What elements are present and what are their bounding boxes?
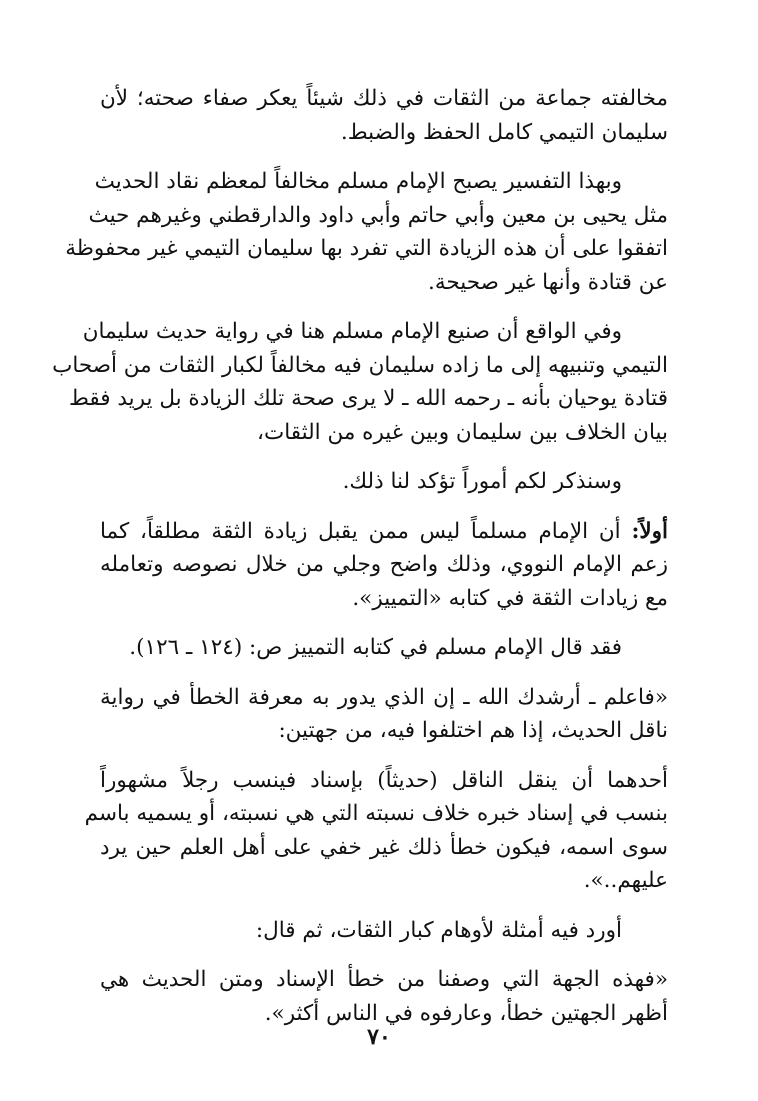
lead-word: أولاً: [631, 518, 668, 544]
text-line: وفي الواقع أن صنيع الإمام مسلم هنا في رواية حديث سليمان [82, 319, 622, 344]
text-line: وسنذكر لكم أموراً تؤكد لنا ذلك. [342, 469, 622, 494]
text-line: عليهم..». [583, 868, 668, 893]
paragraph-6 [100, 631, 668, 665]
text-line: بنسب في إسناد خبره خلاف نسبته التي هي نسبته، أو يسميه باسم [84, 801, 668, 826]
text-line: اتفقوا على أن هذه الزيادة التي تفرد بها سليمان التيمي غير محفوظة [65, 236, 668, 261]
paragraph-8 [84, 764, 668, 898]
text-line: بيان الخلاف بين سليمان وبين غيره من الثقات، [257, 419, 668, 445]
text-line: مثل يحيى بن معين وأبي حاتم وأبي داود والدارقطني وغيرهم حيث [88, 202, 668, 228]
text-line: مخالفته جماعة من الثقات في ذلك شيئاً يعكر صفاء صحته؛ لأن [100, 86, 668, 111]
text-line: قتادة يوحيان بأنه ـ رحمه الله ـ لا يرى صحة تلك الزيادة بل يريد فقط [68, 386, 668, 411]
text-line [100, 515, 668, 549]
text-line-rest: أن الإمام مسلماً ليس ممن يقبل زيادة الثقة مطلقاً، كما [100, 518, 632, 544]
text-line: وبهذا التفسير يصبح الإمام مسلم مخالفاً لمعظم نقاد الحديث [94, 169, 622, 194]
paragraph-3 [52, 315, 668, 449]
text-line: سليمان التيمي كامل الحفظ والضبط. [340, 119, 668, 145]
page-number: ٧٠ [367, 1024, 391, 1050]
text-line: ناقل الحديث، إذا هم اختلفوا فيه، من جهتين: [278, 718, 668, 743]
paragraph-10 [100, 963, 668, 1030]
paragraph-5 [100, 515, 668, 616]
text-line: أحدهما أن ينقل الناقل (حديثاً) بإسناد فينسب رجلاً مشهوراً [100, 767, 668, 793]
text-line: أظهر الجهتين خطأ، وعارفوه في الناس أكثر». [264, 1000, 668, 1026]
text-line: مع زيادات الثقة في كتابه «التمييز». [352, 585, 668, 611]
paragraph-4 [100, 465, 668, 499]
paragraph-1 [100, 82, 668, 149]
text-line: أورد فيه أمثلة لأوهام كبار الثقات، ثم قال: [255, 917, 622, 943]
text-line: فقد قال الإمام مسلم في كتابه التمييز ص: (١٢٤ ـ ١٢٦). [129, 635, 622, 660]
text-line: زعم الإمام النووي، وذلك واضح وجلي من خلال نصوصه وتعامله [100, 552, 668, 577]
paragraph-9 [100, 914, 668, 948]
paragraph-7 [100, 681, 668, 748]
paragraph-2 [65, 165, 668, 299]
text-line: «فاعلم ـ أرشدك الله ـ إن الذي يدور به معرفة الخطأ في رواية [100, 684, 668, 710]
text-line: التيمي وتنبيهه إلى ما زاده سليمان فيه مخالفاً لكبار الثقات من أصحاب [52, 352, 668, 378]
text-line: سوى اسمه، فيكون خطأ ذلك غير خفي على أهل العلم حين يرد [100, 834, 668, 860]
text-line: عن قتادة وأنها غير صحيحة. [428, 269, 668, 295]
text-line: «فهذه الجهة التي وصفنا من خطأ الإسناد ومتن الحديث هي [100, 967, 668, 992]
page-body [52, 82, 668, 1046]
